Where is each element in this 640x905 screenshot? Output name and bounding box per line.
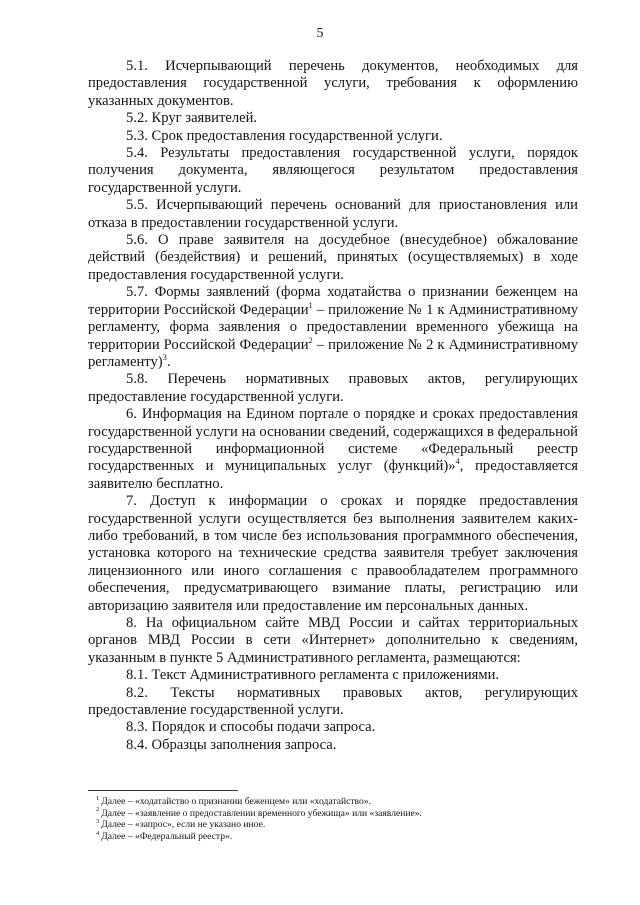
footnote-ref-4: 4 bbox=[455, 456, 460, 467]
paragraph-8-2: 8.2. Тексты нормативных правовых актов, регулирующих предоставление государственной услуги. bbox=[88, 684, 578, 719]
footnote-number: 1 bbox=[96, 794, 100, 802]
paragraph-5-7-text-b: – приложение № 1 к Административному регламенту, форма заявления о предоставлении временного убежища на территории Российской Федерации bbox=[88, 301, 578, 353]
paragraph-8-1: 8.1. Текст Административного регламента с приложениями. bbox=[126, 667, 500, 684]
paragraph-5-3: 5.3. Срок предоставления государственной услуги. bbox=[126, 127, 443, 144]
paragraph-5-5: 5.5. Исчерпывающий перечень оснований для приостановления или отказа в предоставлении государственной услуги. bbox=[88, 197, 578, 231]
paragraph-5-7-text-a: 5.7. Формы заявлений (форма ходатайства о признании беженцем на территории Российской Федерации bbox=[88, 284, 578, 318]
footnote-ref-2: 2 bbox=[308, 334, 313, 345]
footnote-3 bbox=[96, 819, 576, 831]
paragraph-5-6: 5.6. О праве заявителя на досудебное (внесудебное) обжалование действий (бездействия) и решений, принятых (осуществляемых) в ходе предоставления государственной услуги. bbox=[88, 232, 578, 283]
paragraph-5-7-text-c: – приложение № 2 к Административному регламенту) bbox=[88, 336, 578, 370]
paragraph-8-4: 8.4. Образцы заполнения запроса. bbox=[126, 736, 337, 753]
footnote-number: 4 bbox=[96, 829, 100, 837]
paragraph-7: 7. Доступ к информации о сроках и порядке предоставления государственной услуги осуществляется без выполнения заявителем каких-либо требований, в том числе без использования программного обеспечения, установка которого на технические средства заявителя требует заключения лицензионного или иного соглашения с правообладателем программного обеспечения, предусматривающего взимание платы, регистрацию или авторизацию заявителя или предоставление им персональных данных. bbox=[88, 493, 578, 614]
footnote-text: Далее – «заявление о предоставлении временного убежища» или «заявление». bbox=[101, 807, 422, 819]
footnote-separator bbox=[88, 790, 238, 791]
footnote-ref-1: 1 bbox=[308, 299, 313, 310]
paragraph-5-1: 5.1. Исчерпывающий перечень документов, необходимых для предоставления государственной услуги, требования к оформлению указанных документов. bbox=[88, 58, 578, 109]
footnote-text: Далее – «запрос», если не указано иное. bbox=[101, 819, 266, 831]
footnotes bbox=[96, 796, 576, 842]
footnote-2 bbox=[96, 808, 576, 820]
footnote-1 bbox=[96, 796, 576, 808]
footnote-4 bbox=[96, 831, 576, 843]
paragraph-5-4: 5.4. Результаты предоставления государственной услуги, порядок получения документа, являющегося результатом предоставления государственной услуги. bbox=[88, 145, 578, 196]
paragraph-8-3: 8.3. Порядок и способы подачи запроса. bbox=[126, 719, 376, 736]
footnote-number: 2 bbox=[96, 806, 100, 814]
page-number: 5 bbox=[316, 26, 324, 41]
paragraph-6-text-a: 6. Информация на Едином портале о порядке и сроках предоставления государственной услуги на основании сведений, содержащихся в федеральной государственной информационной системе «Федеральный реестр государственных и муниципальных услуг (функций)» bbox=[88, 406, 578, 475]
paragraph-5-7 bbox=[88, 284, 578, 371]
paragraph-5-8: 5.8. Перечень нормативных правовых актов, регулирующих предоставление государственной услуги. bbox=[88, 371, 578, 405]
paragraph-6 bbox=[88, 406, 578, 493]
document-body bbox=[88, 58, 578, 754]
footnote-text: Далее – «Федеральный реестр». bbox=[101, 830, 233, 842]
paragraph-5-2: 5.2. Круг заявителей. bbox=[126, 110, 258, 127]
paragraph-8: 8. На официальном сайте МВД России и сайтах территориальных органов МВД России в сети «Интернет» дополнительно к сведениям, указанным в пункте 5 Административного регламента, размещаются: bbox=[88, 615, 578, 666]
footnote-ref-3: 3 bbox=[162, 352, 167, 363]
footnote-number: 3 bbox=[96, 818, 100, 825]
paragraph-5-7-text-d: . bbox=[166, 353, 171, 370]
paragraph-6-text-b: , предоставляется заявителю бесплатно. bbox=[88, 458, 579, 492]
footnote-text: Далее – «ходатайство о признании беженцем» или «ходатайство». bbox=[101, 796, 371, 807]
